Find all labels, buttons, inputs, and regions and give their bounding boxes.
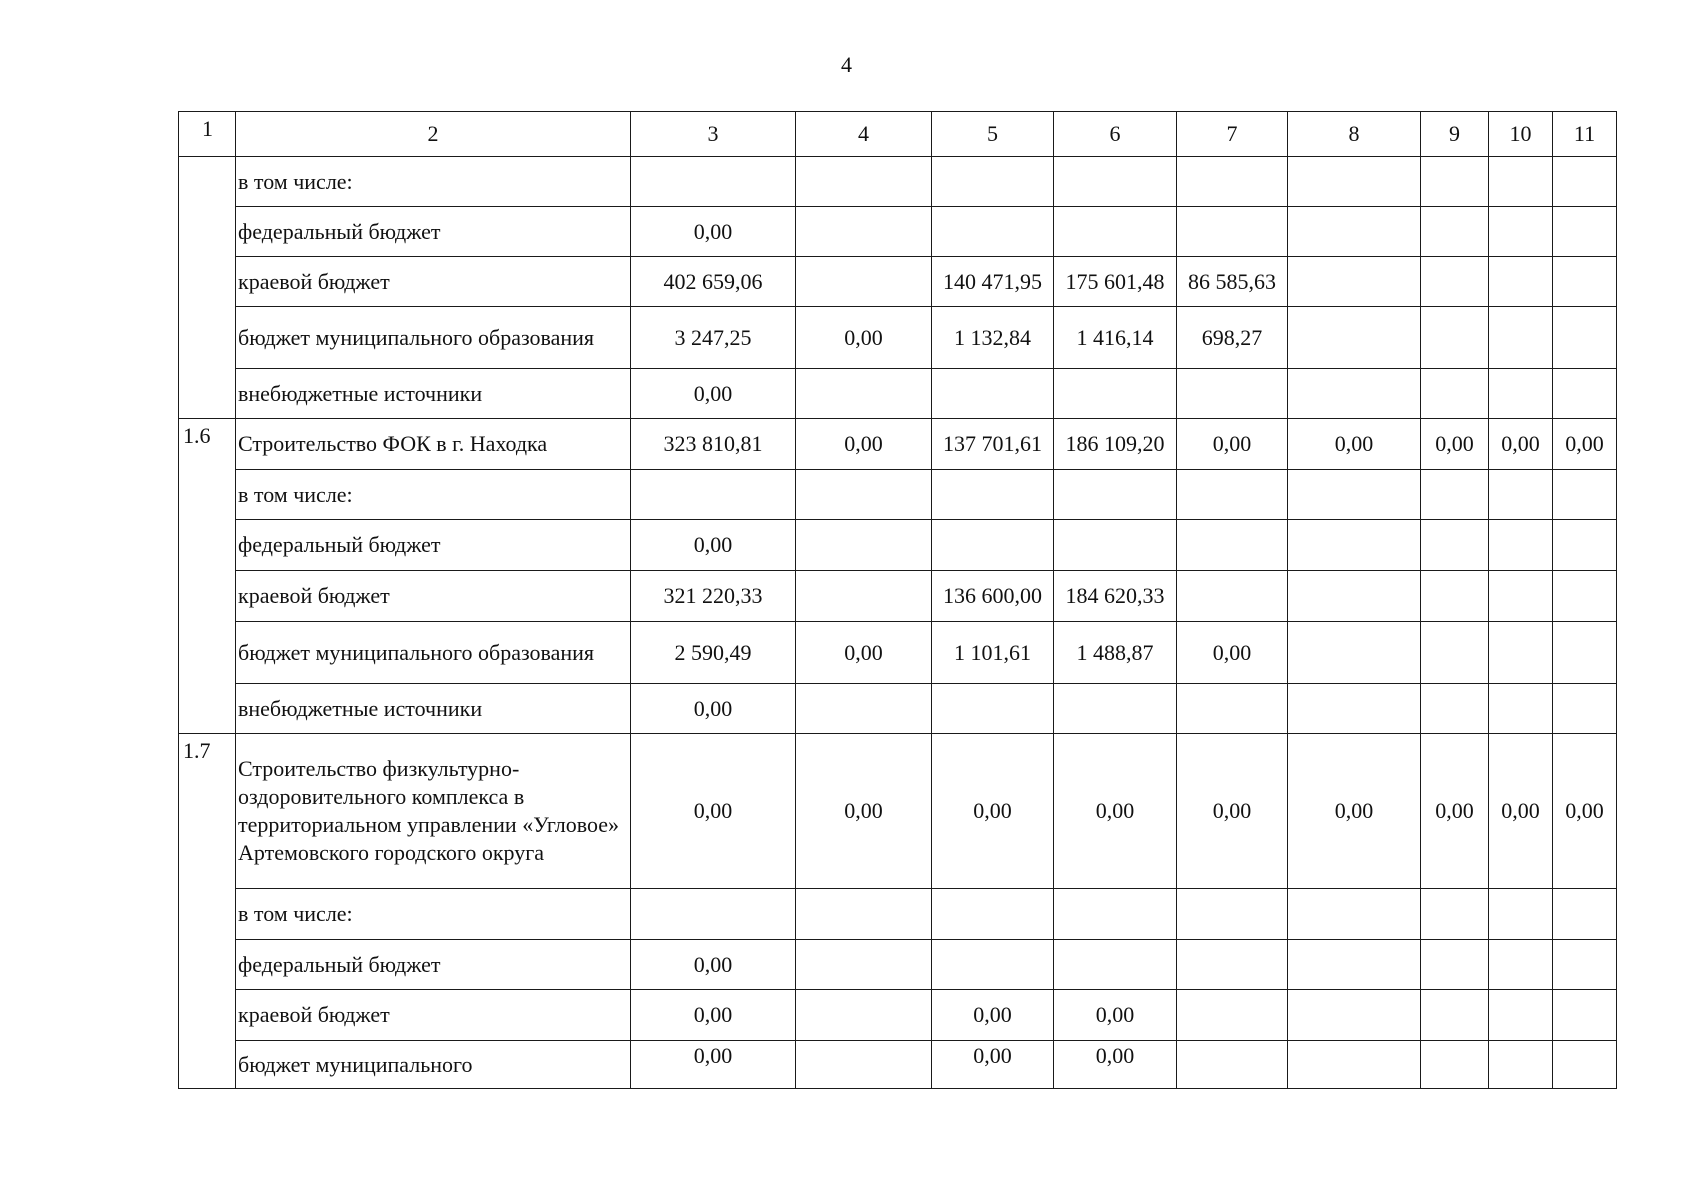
value-cell: 323 810,81	[631, 419, 796, 470]
value-cell	[631, 157, 796, 207]
table-body	[179, 112, 1617, 1089]
value-cell	[1553, 369, 1617, 419]
value-cell: 0,00	[1177, 622, 1288, 684]
value-cell	[1054, 470, 1177, 520]
value-cell	[1177, 207, 1288, 257]
value-cell: 186 109,20	[1054, 419, 1177, 470]
value-cell	[1489, 207, 1553, 257]
value-cell	[1553, 940, 1617, 990]
value-cell: 0,00	[631, 940, 796, 990]
value-cell	[1489, 571, 1553, 622]
value-cell	[1489, 520, 1553, 571]
column-header: 9	[1421, 112, 1489, 157]
table-row	[179, 940, 1617, 990]
row-label-cell: Строительство физкультурно-оздоровительного комплекса в территориальном управлении «Угловое» Артемовского городского округа	[236, 734, 631, 889]
value-cell	[1177, 520, 1288, 571]
table-row	[179, 207, 1617, 257]
value-cell	[1489, 622, 1553, 684]
value-cell	[796, 520, 932, 571]
value-cell	[932, 889, 1054, 940]
value-cell: 0,00	[1288, 734, 1421, 889]
value-cell	[1421, 940, 1489, 990]
value-cell: 1 488,87	[1054, 622, 1177, 684]
value-cell	[1553, 470, 1617, 520]
value-cell	[1177, 940, 1288, 990]
row-number-cell: 1.7	[179, 734, 236, 1089]
value-cell	[1553, 684, 1617, 734]
value-cell	[1489, 369, 1553, 419]
header-row	[179, 112, 1617, 157]
value-cell	[796, 470, 932, 520]
column-header: 5	[932, 112, 1054, 157]
table-row	[179, 419, 1617, 470]
column-header: 6	[1054, 112, 1177, 157]
value-cell	[1054, 889, 1177, 940]
value-cell: 184 620,33	[1054, 571, 1177, 622]
table-row	[179, 257, 1617, 307]
value-cell: 0,00	[796, 419, 932, 470]
value-cell	[1421, 470, 1489, 520]
value-cell	[1288, 889, 1421, 940]
value-cell	[1553, 1041, 1617, 1089]
table-row	[179, 622, 1617, 684]
value-cell	[1553, 157, 1617, 207]
value-cell	[1288, 622, 1421, 684]
value-cell	[1054, 207, 1177, 257]
value-cell: 136 600,00	[932, 571, 1054, 622]
value-cell	[932, 369, 1054, 419]
value-cell: 0,00	[631, 369, 796, 419]
row-label-cell: внебюджетные источники	[236, 369, 631, 419]
column-header: 10	[1489, 112, 1553, 157]
value-cell	[1177, 369, 1288, 419]
value-cell	[631, 470, 796, 520]
value-cell: 0,00	[1489, 419, 1553, 470]
row-label-cell: Строительство ФОК в г. Находка	[236, 419, 631, 470]
value-cell: 3 247,25	[631, 307, 796, 369]
value-cell	[1553, 889, 1617, 940]
value-cell	[1421, 622, 1489, 684]
value-cell	[796, 1041, 932, 1089]
value-cell	[1177, 571, 1288, 622]
value-cell	[1553, 257, 1617, 307]
row-label-cell: бюджет муниципального образования	[236, 307, 631, 369]
value-cell: 0,00	[796, 307, 932, 369]
value-cell	[796, 257, 932, 307]
value-cell	[1288, 369, 1421, 419]
table-row	[179, 571, 1617, 622]
row-label-cell: бюджет муниципального	[236, 1041, 631, 1089]
value-cell	[631, 889, 796, 940]
table-row	[179, 684, 1617, 734]
value-cell	[1288, 157, 1421, 207]
value-cell	[1421, 369, 1489, 419]
value-cell	[1421, 307, 1489, 369]
budget-table	[178, 111, 1617, 1089]
value-cell	[1054, 520, 1177, 571]
row-label-cell: бюджет муниципального образования	[236, 622, 631, 684]
value-cell	[1553, 520, 1617, 571]
table-row	[179, 307, 1617, 369]
value-cell	[1421, 207, 1489, 257]
value-cell	[1288, 684, 1421, 734]
row-label-cell: краевой бюджет	[236, 571, 631, 622]
table-row	[179, 520, 1617, 571]
value-cell	[1288, 307, 1421, 369]
value-cell: 2 590,49	[631, 622, 796, 684]
value-cell: 0,00	[1177, 419, 1288, 470]
table-row	[179, 470, 1617, 520]
value-cell	[1288, 520, 1421, 571]
value-cell: 0,00	[1489, 734, 1553, 889]
column-header: 2	[236, 112, 631, 157]
value-cell	[796, 940, 932, 990]
row-number-cell: 1.6	[179, 419, 236, 734]
value-cell	[1489, 889, 1553, 940]
column-header: 3	[631, 112, 796, 157]
table-row	[179, 990, 1617, 1041]
value-cell	[1054, 940, 1177, 990]
row-label-cell: федеральный бюджет	[236, 207, 631, 257]
value-cell	[1553, 307, 1617, 369]
value-cell	[932, 157, 1054, 207]
value-cell: 698,27	[1177, 307, 1288, 369]
page-number: 4	[841, 52, 852, 77]
value-cell	[1489, 1041, 1553, 1089]
value-cell: 0,00	[932, 1041, 1054, 1089]
value-cell	[1177, 1041, 1288, 1089]
value-cell: 0,00	[1054, 734, 1177, 889]
row-label-cell: в том числе:	[236, 889, 631, 940]
row-label-cell: в том числе:	[236, 157, 631, 207]
value-cell	[1489, 940, 1553, 990]
value-cell	[1489, 470, 1553, 520]
value-cell: 1 132,84	[932, 307, 1054, 369]
value-cell: 0,00	[631, 684, 796, 734]
column-header: 8	[1288, 112, 1421, 157]
value-cell	[1489, 257, 1553, 307]
value-cell: 0,00	[631, 520, 796, 571]
row-label-cell: в том числе:	[236, 470, 631, 520]
value-cell	[796, 369, 932, 419]
value-cell	[932, 520, 1054, 571]
value-cell	[1421, 257, 1489, 307]
value-cell: 0,00	[796, 622, 932, 684]
row-label-cell: краевой бюджет	[236, 257, 631, 307]
value-cell: 0,00	[932, 734, 1054, 889]
value-cell	[1177, 684, 1288, 734]
value-cell: 0,00	[1421, 734, 1489, 889]
value-cell: 0,00	[631, 734, 796, 889]
value-cell	[1421, 157, 1489, 207]
column-header: 1	[179, 112, 236, 157]
value-cell: 0,00	[1177, 734, 1288, 889]
value-cell	[932, 940, 1054, 990]
value-cell: 0,00	[1288, 419, 1421, 470]
value-cell	[932, 684, 1054, 734]
value-cell	[1553, 571, 1617, 622]
value-cell	[1177, 889, 1288, 940]
value-cell: 402 659,06	[631, 257, 796, 307]
value-cell	[1553, 207, 1617, 257]
value-cell	[1288, 257, 1421, 307]
value-cell	[1177, 990, 1288, 1041]
value-cell: 0,00	[631, 207, 796, 257]
value-cell: 0,00	[1054, 1041, 1177, 1089]
value-cell: 0,00	[631, 1041, 796, 1089]
value-cell	[1288, 470, 1421, 520]
value-cell	[1553, 622, 1617, 684]
row-label-cell: федеральный бюджет	[236, 940, 631, 990]
value-cell	[1421, 684, 1489, 734]
value-cell	[1489, 157, 1553, 207]
row-label-cell: федеральный бюджет	[236, 520, 631, 571]
value-cell: 0,00	[1054, 990, 1177, 1041]
value-cell	[932, 470, 1054, 520]
value-cell: 0,00	[796, 734, 932, 889]
row-label-cell: внебюджетные источники	[236, 684, 631, 734]
value-cell	[796, 889, 932, 940]
value-cell	[1553, 990, 1617, 1041]
table-row	[179, 157, 1617, 207]
column-header: 11	[1553, 112, 1617, 157]
value-cell: 0,00	[631, 990, 796, 1041]
value-cell	[1288, 207, 1421, 257]
value-cell	[1054, 157, 1177, 207]
value-cell	[1288, 990, 1421, 1041]
value-cell	[796, 684, 932, 734]
value-cell: 0,00	[1553, 419, 1617, 470]
table-row	[179, 1041, 1617, 1089]
value-cell	[796, 157, 932, 207]
value-cell: 86 585,63	[1177, 257, 1288, 307]
value-cell	[1288, 571, 1421, 622]
value-cell: 0,00	[932, 990, 1054, 1041]
value-cell: 1 101,61	[932, 622, 1054, 684]
value-cell	[1288, 1041, 1421, 1089]
value-cell	[1177, 470, 1288, 520]
value-cell: 175 601,48	[1054, 257, 1177, 307]
value-cell: 1 416,14	[1054, 307, 1177, 369]
value-cell: 321 220,33	[631, 571, 796, 622]
table-row	[179, 734, 1617, 889]
value-cell: 0,00	[1421, 419, 1489, 470]
column-header: 7	[1177, 112, 1288, 157]
value-cell	[1421, 571, 1489, 622]
value-cell: 140 471,95	[932, 257, 1054, 307]
value-cell	[1421, 990, 1489, 1041]
value-cell	[1054, 369, 1177, 419]
value-cell: 137 701,61	[932, 419, 1054, 470]
value-cell	[1054, 684, 1177, 734]
value-cell	[796, 990, 932, 1041]
value-cell	[1489, 684, 1553, 734]
row-label-cell: краевой бюджет	[236, 990, 631, 1041]
value-cell: 0,00	[1553, 734, 1617, 889]
value-cell	[1489, 990, 1553, 1041]
value-cell	[796, 207, 932, 257]
value-cell	[796, 571, 932, 622]
value-cell	[1421, 520, 1489, 571]
value-cell	[1288, 940, 1421, 990]
value-cell	[1421, 889, 1489, 940]
value-cell	[1421, 1041, 1489, 1089]
value-cell	[1177, 157, 1288, 207]
row-number-cell	[179, 157, 236, 419]
table-row	[179, 369, 1617, 419]
column-header: 4	[796, 112, 932, 157]
value-cell	[1489, 307, 1553, 369]
value-cell	[932, 207, 1054, 257]
table-row	[179, 889, 1617, 940]
